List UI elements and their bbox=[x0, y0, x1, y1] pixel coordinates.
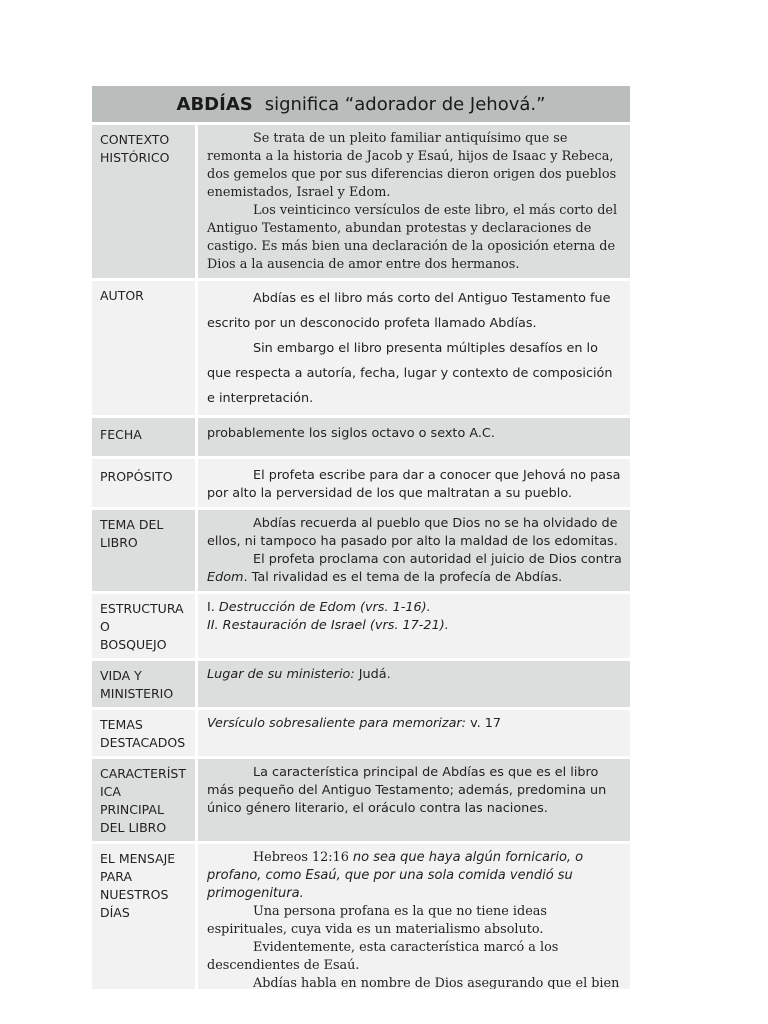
temas-text-label: Versículo sobresaliente para memorizar: bbox=[207, 716, 466, 731]
row-content-mensaje bbox=[198, 844, 630, 992]
caracteristica-text: La característica principal de Abdías es que es el libro más pequeño del Antiguo Testamento; además, predomina un único género literario, el oráculo contra las naciones. bbox=[207, 765, 607, 816]
row-label-fecha: FECHA bbox=[92, 418, 198, 459]
row-content-temas bbox=[198, 710, 630, 759]
contexto-paragraph-1: Se trata de un pleito familiar antiquísimo que se remonta a la historia de Jacob y Esaú, hijos de Isaac y Rebeca, dos gemelos que por sus diferencias dieron origen dos pueblos enemistados, Israel y Edom. bbox=[207, 131, 617, 200]
table-row bbox=[92, 710, 630, 759]
row-content-caracteristica bbox=[198, 759, 630, 844]
document bbox=[92, 86, 630, 992]
table-row bbox=[92, 594, 630, 661]
row-content-fecha bbox=[198, 418, 630, 459]
mensaje-reference: Hebreos 12:16 bbox=[253, 850, 353, 865]
book-meaning: significa “adorador de Jehová.” bbox=[264, 93, 546, 115]
bosquejo-item-1-text: Destrucción de Edom (vrs. 1-16). bbox=[218, 600, 431, 615]
mensaje-paragraph-1 bbox=[207, 849, 624, 903]
vida-text-value: Judá. bbox=[354, 667, 391, 682]
table-row bbox=[92, 418, 630, 459]
row-content-estructura bbox=[198, 594, 630, 661]
row-label-mensaje: EL MENSAJE PARA NUESTROS DÍAS bbox=[92, 844, 198, 992]
estructura-label-line-1: ESTRUCTURA bbox=[100, 601, 184, 616]
mensaje-paragraph-2: Una persona profana es la que no tiene ideas espirituales, cuya vida es un materialismo absoluto. bbox=[207, 904, 547, 937]
book-name: ABDÍAS bbox=[176, 93, 253, 115]
proposito-text: El profeta escribe para dar a conocer que Jehová no pasa por alto la perversidad de los que maltratan a su pueblo. bbox=[207, 468, 621, 501]
caracteristica-label-line-4: DEL LIBRO bbox=[100, 820, 167, 835]
caracteristica-label-line-2: ICA bbox=[100, 784, 121, 799]
table-row bbox=[92, 661, 630, 710]
row-content-contexto bbox=[198, 125, 630, 281]
row-content-autor bbox=[198, 281, 630, 418]
table-row bbox=[92, 759, 630, 844]
mensaje-paragraph-4: Abdías habla en nombre de Dios asegurando que el bien bbox=[253, 976, 620, 989]
tema-paragraph-1: Abdías recuerda al pueblo que Dios no se ha olvidado de ellos, ni tampoco ha pasado por alto la maldad de los edomitas. bbox=[207, 516, 618, 549]
row-label-tema: TEMA DEL LIBRO bbox=[92, 510, 198, 594]
tema-text-a: El profeta proclama con autoridad el juicio de Dios contra bbox=[253, 552, 622, 567]
autor-paragraph-2: Sin embargo el libro presenta múltiples desafíos en lo que respecta a autoría, fecha, lugar y contexto de composición e interpretación. bbox=[207, 341, 613, 406]
table-row bbox=[92, 844, 630, 992]
row-label-proposito: PROPÓSITO bbox=[92, 459, 198, 510]
contexto-paragraph-2: Los veinticinco versículos de este libro, el más corto del Antiguo Testamento, abundan protestas y declaraciones de castigo. Es más bien una declaración de la oposición eterna de Dios a la ausencia de amor entre dos hermanos. bbox=[207, 203, 618, 272]
bosquejo-item-1 bbox=[207, 599, 624, 617]
autor-paragraph-1: Abdías es el libro más corto del Antiguo Testamento fue escrito por un desconocido profeta llamado Abdías. bbox=[207, 291, 611, 331]
row-label-estructura bbox=[92, 594, 198, 661]
row-content-tema bbox=[198, 510, 630, 594]
mensaje-paragraph-3: Evidentemente, esta característica marcó a los descendientes de Esaú. bbox=[207, 940, 559, 973]
estructura-label-line-2: O bbox=[100, 619, 110, 634]
tema-text-c: . Tal rivalidad es el tema de la profecía de Abdías. bbox=[243, 570, 563, 585]
table-row bbox=[92, 510, 630, 594]
bosquejo-item-2: II. Restauración de Israel (vrs. 17-21). bbox=[207, 618, 449, 633]
page-title bbox=[92, 86, 630, 125]
row-content-vida bbox=[198, 661, 630, 710]
tema-paragraph-2 bbox=[207, 551, 624, 587]
table-row bbox=[92, 125, 630, 281]
row-content-proposito bbox=[198, 459, 630, 510]
row-label-temas: TEMAS DESTACADOS bbox=[92, 710, 198, 759]
row-label-autor: AUTOR bbox=[92, 281, 198, 418]
bosquejo-item-1-number: I. bbox=[207, 600, 219, 615]
caracteristica-label-line-3: PRINCIPAL bbox=[100, 802, 164, 817]
row-label-vida: VIDA Y MINISTERIO bbox=[92, 661, 198, 710]
vida-text-label: Lugar de su ministerio: bbox=[207, 667, 355, 682]
temas-text bbox=[207, 715, 624, 733]
caracteristica-label-line-1: CARACTERÍST bbox=[100, 766, 186, 781]
table-row bbox=[92, 281, 630, 418]
row-label-contexto: CONTEXTO HISTÓRICO bbox=[92, 125, 198, 281]
temas-text-value: v. 17 bbox=[466, 716, 502, 731]
table-row bbox=[92, 459, 630, 510]
tema-text-edom: Edom bbox=[207, 570, 244, 585]
vida-text bbox=[207, 666, 624, 684]
mensaje-quote: no sea que haya algún fornicario, o profano, como Esaú, que por una sola comida vendió su primogenitura. bbox=[207, 850, 584, 901]
fecha-text: probablemente los siglos octavo o sexto A.C. bbox=[207, 426, 495, 441]
row-label-caracteristica bbox=[92, 759, 198, 844]
estructura-label-line-3: BOSQUEJO bbox=[100, 637, 167, 652]
book-summary-table bbox=[92, 125, 630, 992]
